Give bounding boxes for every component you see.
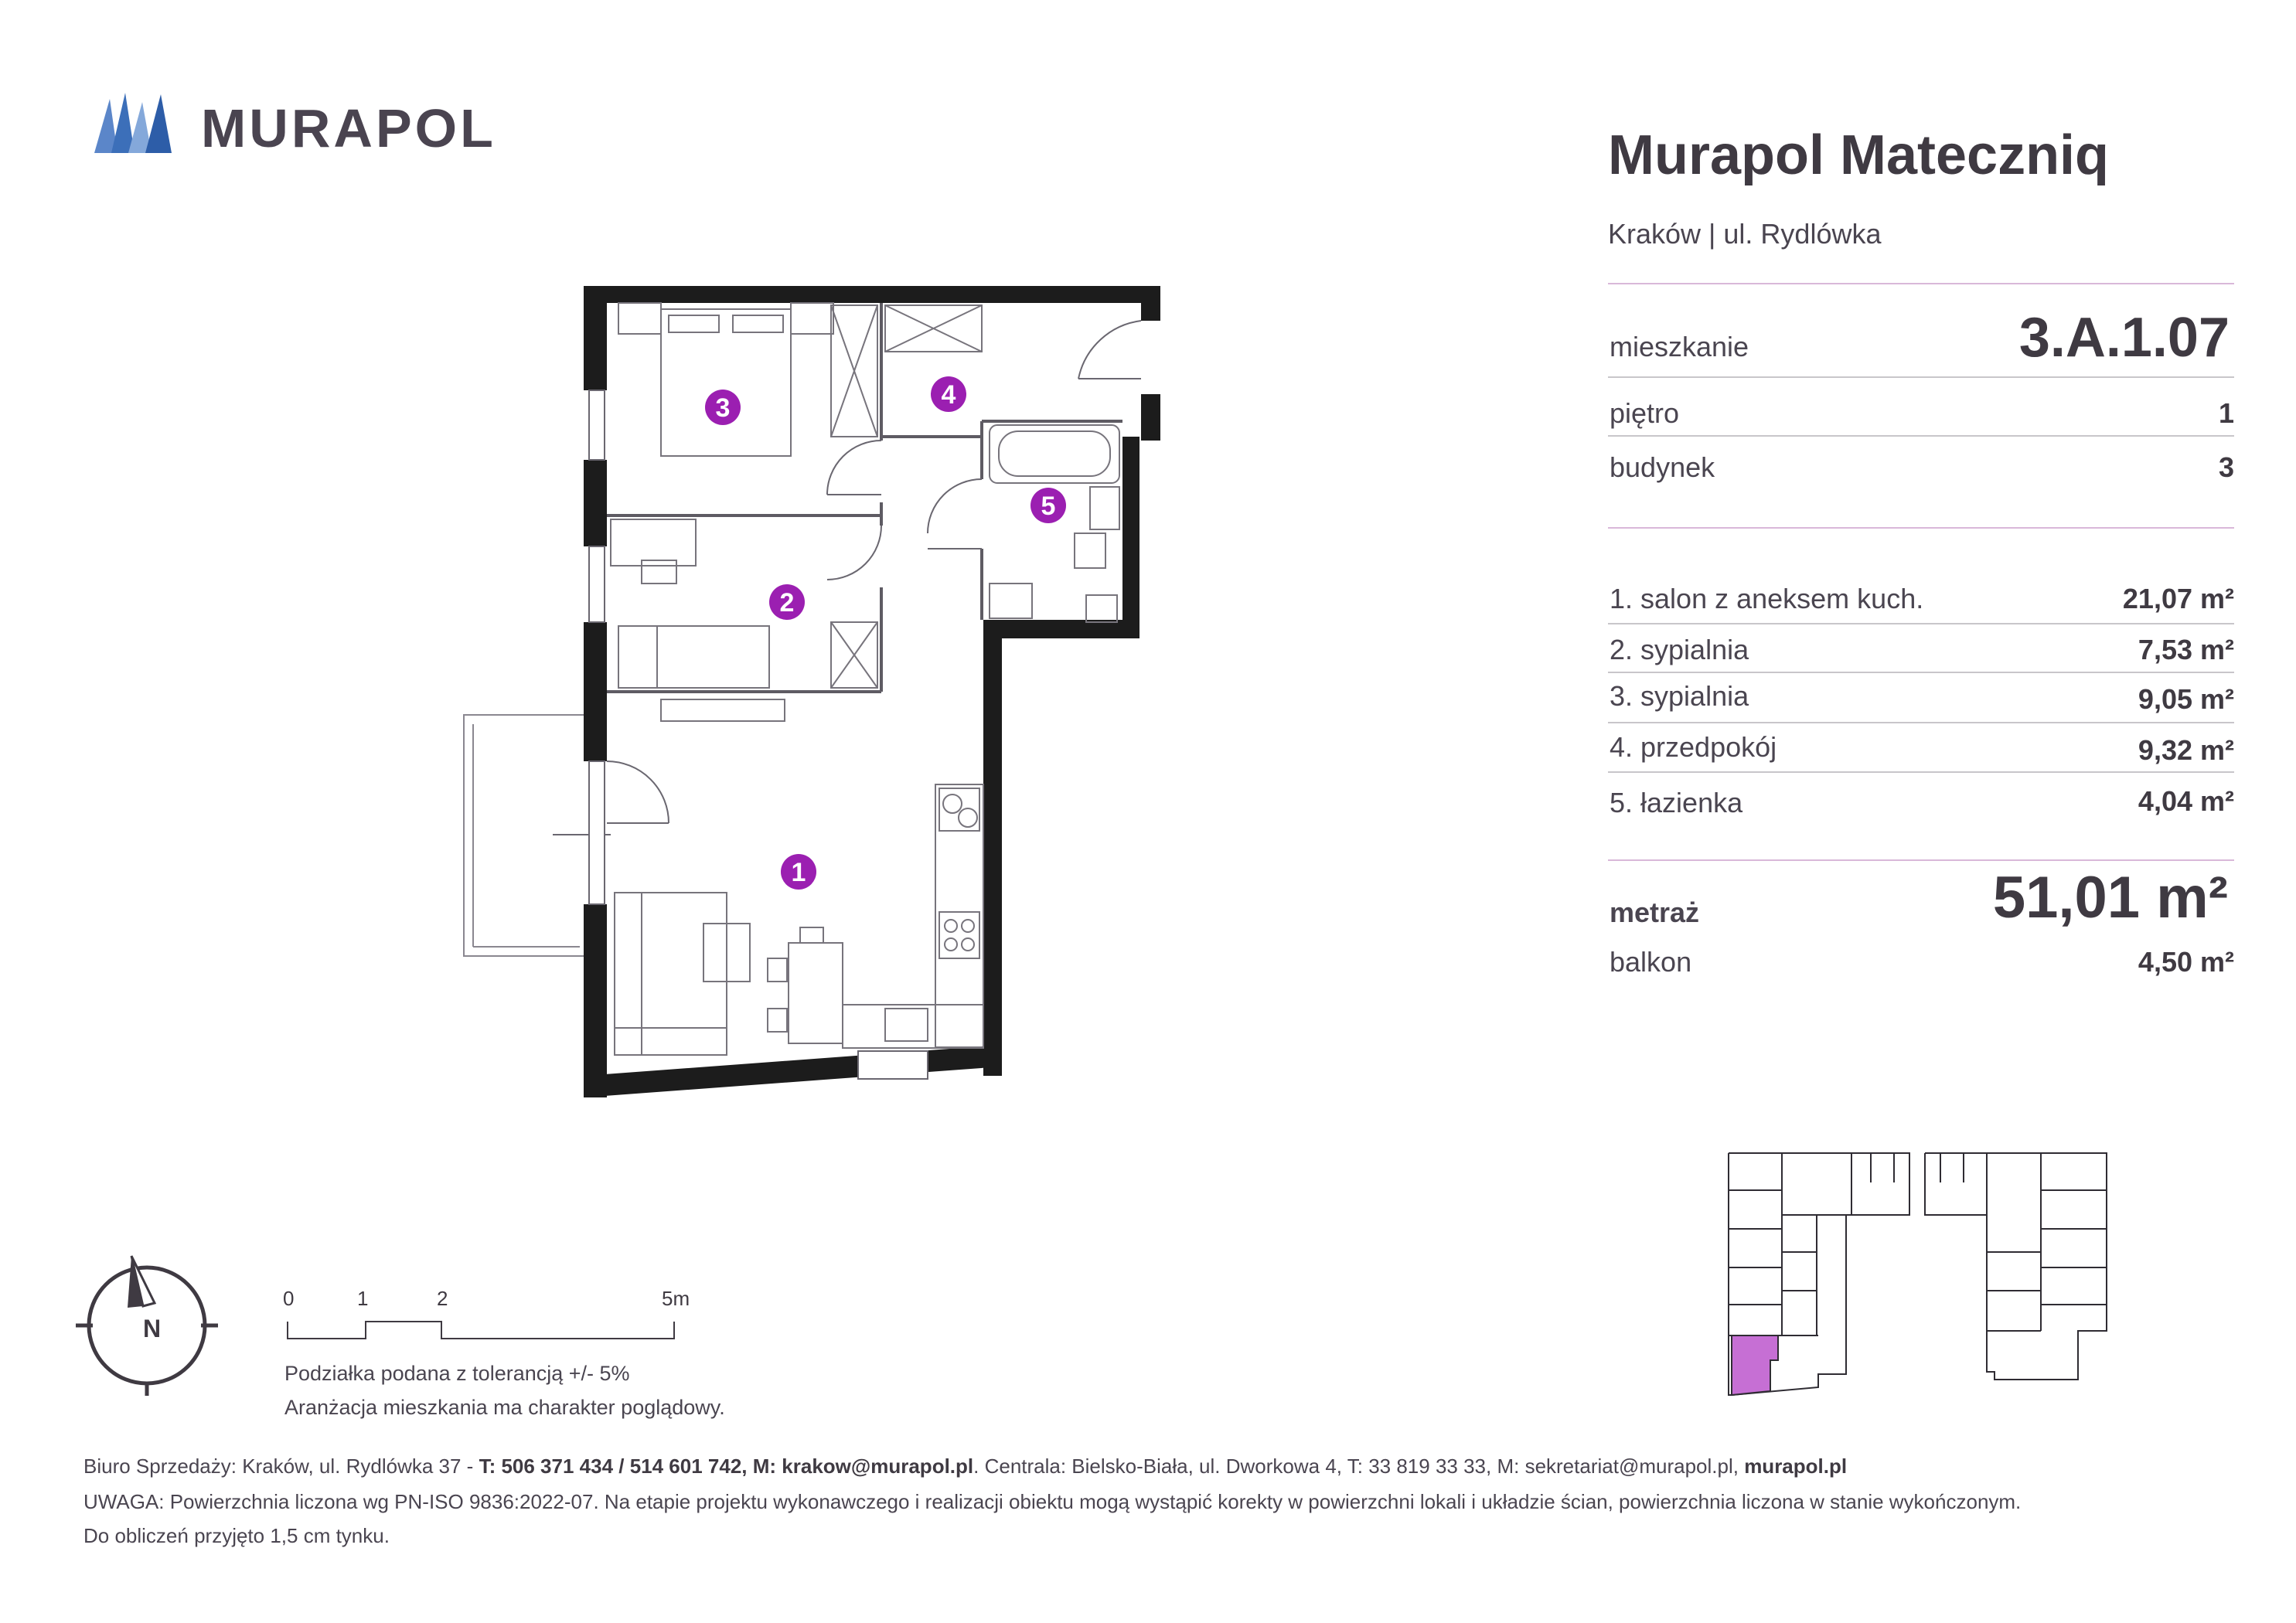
room-label: 5. łazienka (1610, 787, 1743, 818)
scale-tick-label: 5m (662, 1287, 690, 1310)
floor-label: piętro (1610, 397, 1680, 429)
room-marker-label: 5 (1041, 492, 1056, 521)
project-address: Kraków | ul. Rydlówka (1608, 218, 1882, 250)
divider (1608, 859, 2234, 861)
scale-bar (278, 1283, 711, 1345)
divider (1608, 672, 2234, 673)
building-label: budynek (1610, 451, 1715, 483)
footer-phone-email[interactable]: T: 506 371 434 / 514 601 742, M: krakow@murapol.pl (479, 1455, 974, 1478)
room-marker-2 (769, 584, 805, 620)
room-marker-label: 4 (941, 380, 956, 410)
room-area: 9,32 m² (2138, 734, 2234, 766)
divider (1608, 376, 2234, 378)
room-label: 2. sypialnia (1610, 634, 1749, 665)
room-marker-4 (931, 376, 966, 412)
room-marker-label: 1 (791, 858, 806, 887)
total-area-label: metraż (1610, 897, 1700, 928)
divider (1608, 435, 2234, 437)
room-marker-label: 3 (715, 393, 731, 423)
room-label: 1. salon z aneksem kuch. (1610, 583, 1924, 614)
room-marker-label: 2 (779, 588, 795, 618)
unit-label: mieszkanie (1610, 331, 1749, 362)
unit-number: 3.A.1.07 (2018, 307, 2230, 369)
room-marker-5 (1030, 488, 1066, 523)
highlighted-unit (1732, 1335, 1778, 1395)
footer-website-link[interactable]: murapol.pl (1744, 1455, 1848, 1478)
divider (1608, 283, 2234, 284)
balcony-value: 4,50 m² (2138, 946, 2234, 978)
scale-tick-label: 1 (357, 1287, 369, 1310)
north-label: N (143, 1315, 162, 1342)
room-area: 21,07 m² (2122, 583, 2234, 614)
divider (1608, 623, 2234, 624)
arrangement-note: Aranżacja mieszkania ma charakter poglądowy. (284, 1396, 725, 1419)
room-marker-3 (705, 390, 741, 425)
divider (1608, 722, 2234, 723)
scale-tick-label: 2 (437, 1287, 448, 1310)
murapol-logo (94, 91, 496, 161)
total-area-value: 51,01 m² (1992, 865, 2228, 931)
room-label: 4. przedpokój (1610, 731, 1777, 763)
balcony-label: balkon (1610, 946, 1692, 978)
footer-office: Biuro Sprzedaży: Kraków, ul. Rydlówka 37 - (83, 1455, 479, 1478)
building-value: 3 (2218, 451, 2234, 483)
furniture (611, 303, 1119, 1055)
room-label: 3. sypialnia (1610, 680, 1749, 712)
footer-disclaimer: UWAGA: Powierzchnia liczona wg PN-ISO 9836:2022-07. Na etapie projektu wykonawczego i realizacji obiektu mogą wystąpić korekty w powierzchni lokali i układzie ścian, powierzchnia liczona w stanie wykończonym. (83, 1490, 2022, 1513)
scale-tick-label: 0 (283, 1287, 295, 1310)
room-area: 4,04 m² (2138, 785, 2234, 817)
logo-wordmark: MURAPOL (201, 98, 496, 158)
divider (1608, 527, 2234, 529)
floor-plan (433, 270, 1206, 1121)
footer-contact (83, 1455, 1847, 1478)
divider (1608, 771, 2234, 773)
compass-icon (70, 1244, 224, 1399)
room-area: 7,53 m² (2138, 634, 2234, 665)
floor-value: 1 (2218, 397, 2234, 429)
footer-plaster-note: Do obliczeń przyjęto 1,5 cm tynku. (83, 1524, 390, 1547)
scale-tolerance-note: Podziałka podana z tolerancją +/- 5% (284, 1362, 630, 1385)
project-title: Murapol Mateczniq (1608, 124, 2110, 186)
building-key-plan (1716, 1136, 2118, 1407)
room-area: 9,05 m² (2138, 683, 2234, 715)
windows (589, 390, 928, 1079)
room-marker-1 (781, 854, 816, 890)
murapol-logo-mark-icon (94, 91, 179, 153)
footer-headquarters: . Centrala: Bielsko-Biała, ul. Dworkowa 4, T: 33 819 33 33, M: sekretariat@murapol.pl, (973, 1455, 1745, 1478)
